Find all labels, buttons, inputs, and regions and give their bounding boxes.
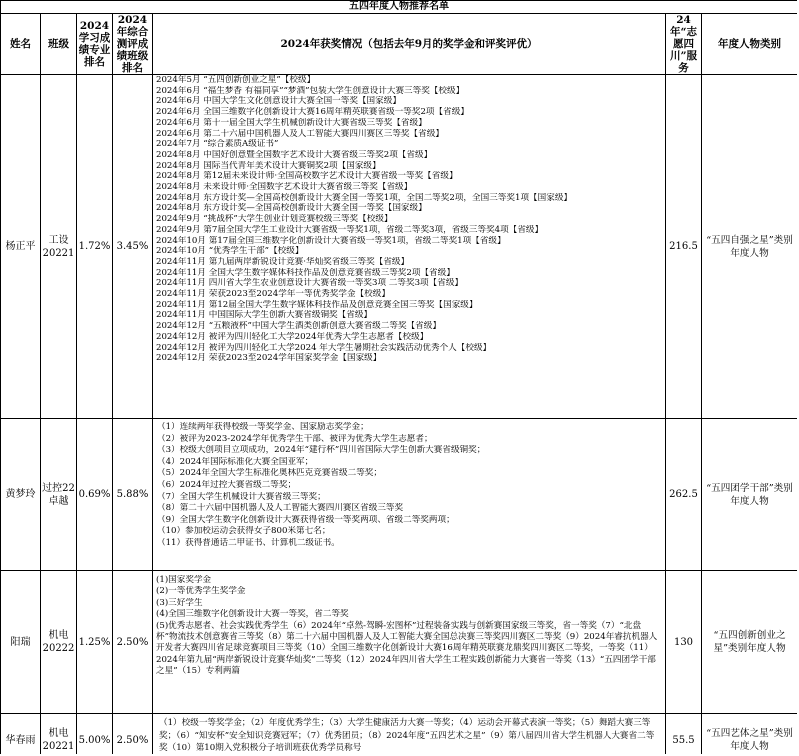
award-line: (1)国家奖学金 <box>156 575 212 585</box>
cell-awards[interactable] <box>153 75 666 419</box>
award-line: 2024年12月 “五粮液杯”中国大学生酒类创新创意大赛省级二等奖【省级】 <box>156 321 441 332</box>
cell-volunteer-hours[interactable]: 262.5 <box>666 419 702 571</box>
award-line: （5）2024年全国大学生标准化奥林匹克竞赛省级二等奖； <box>157 468 382 479</box>
award-line: 2024年8月 东方设计奖—全国高校创新设计大赛全国一等奖1项，全国二等奖2项，全国三等奖1项【国家级】 <box>156 192 573 203</box>
award-line: 2024年10月 “优秀学生干部”【校级】 <box>156 246 304 257</box>
cell-class[interactable]: 过控22卓越 <box>41 419 77 571</box>
award-line: 2024年11月 第12届全国大学生数字媒体科技作品及创意竞赛全国三等奖【国家级】 <box>156 299 478 310</box>
award-line: 2024年8月 国际当代青年美术设计大赛铜奖2项【国家级】 <box>156 160 381 171</box>
award-line: 2024年8月 东方设计奖—全国高校创新设计大赛全国一等奖【国家级】 <box>156 203 427 214</box>
cell-category[interactable]: “五四艺体之星”类别年度人物 <box>702 714 798 755</box>
award-line: 2024年12月 被评为四川轻化工大学2024年优秀大学生志愿者【校级】 <box>156 331 429 342</box>
award-line: 2024年6月 第十一届全国大学生机械创新设计大赛省级三等奖【省级】 <box>156 117 427 128</box>
cell-category[interactable]: “五四创新创业之星”类别年度人物 <box>702 571 798 714</box>
header-category[interactable]: 年度人物类别 <box>702 14 798 75</box>
header-awards[interactable]: 2024年获奖情况（包括去年9月的奖学金和评奖评优） <box>153 14 666 75</box>
cell-category[interactable]: “五四自强之星”类别年度人物 <box>702 75 798 419</box>
award-line: 2024年8月 中国好创意暨全国数字艺术设计大赛省级三等奖2项【省级】 <box>156 149 433 160</box>
award-line: (3)三好学生 <box>156 597 203 608</box>
table-row <box>1 571 798 714</box>
award-line: （7）全国大学生机械设计大赛省级三等奖； <box>157 491 326 502</box>
award-line: 2024年10月 第17届全国三维数字化创新设计大赛省级一等奖1项，省级二等奖1项【省级】 <box>156 235 506 246</box>
award-line: 2024年8月 第12届未来设计师·全国高校数字艺术设计大赛省级一等奖【省级】 <box>156 171 458 182</box>
cell-overall-rank[interactable]: 2.50% <box>113 571 153 714</box>
award-line: 2024年6月 第二十六届中国机器人及人工智能大赛四川赛区三等奖【省级】 <box>156 128 444 139</box>
cell-gpa-rank[interactable]: 1.72% <box>77 75 113 419</box>
award-line: 2024年9月 第7届全国大学生工业设计大赛省级一等奖1项，省级二等奖3项，省级三等奖4项【省级】 <box>156 224 544 235</box>
header-class[interactable]: 班级 <box>41 14 77 75</box>
cell-category[interactable]: “五四团学干部”类别年度人物 <box>702 419 798 571</box>
award-line: 2024年12月 荣获2023至2024学年国家奖学金【国家级】 <box>156 353 382 364</box>
award-line: 2024年6月 全国三维数字化创新设计大赛16周年精英联赛省级一等奖2项【省级】 <box>156 107 469 118</box>
awards-list <box>153 575 665 678</box>
cell-class[interactable]: 机电20222 <box>41 571 77 714</box>
award-line: 2024年11月 第九届两岸新锐设计竞赛·华灿奖省级三等奖【省级】 <box>156 256 410 267</box>
cell-name[interactable]: 黄梦玲 <box>1 419 41 571</box>
award-line: （3）校级大创项目立项成功，2024年“建行杯”四川省国际大学生创新大赛省级铜奖； <box>157 445 486 456</box>
award-line: （6）2024年过控大赛省级二等奖； <box>157 479 297 490</box>
award-line: （9）全国大学生数字化创新设计大赛获得省级一等奖两项、省级二等奖两项； <box>157 514 455 525</box>
header-gpa-rank[interactable]: 2024学习成绩专业排名 <box>77 14 113 75</box>
award-line: 2024年11月 中国国际大学生创新大赛省级铜奖【省级】 <box>156 310 373 321</box>
awards-list <box>153 75 665 364</box>
award-line: 2024年7月 “综合素质A级证书” <box>156 139 279 150</box>
award-line: （8）第二十六届中国机器人及人工智能大赛四川赛区省级三等奖 <box>157 503 404 514</box>
table-row <box>1 714 798 755</box>
award-line: 2024年11月 全国大学生数字媒体科技作品及创意竞赛省级三等奖2项【省级】 <box>156 267 455 278</box>
award-line: 2024年11月 荣获2023至2024学年一等优秀奖学金【校级】 <box>156 289 390 300</box>
award-paragraph: (5)优秀志愿者、社会实践优秀学生（6）2024年“卓然-驾瞬-宏图杯”过程装备实践与创新赛国家级三等奖，省一等奖（7）“北盘杯”物流技术创意赛省三等奖（8）第二十六届中国机器人及人工智能大赛全国总决赛三等奖四川赛区二等奖（9）2024年睿抗机器人开发者大赛四川省足球竞赛项目三等奖（10）全国三维数字化创新设计大赛16周年精英联赛龙鼎奖四川赛区二等奖，一等奖（11）2024年第九届“两岸新锐设计竞赛华灿奖”二等奖（12）2024年四川省大学生工程实践创新能力大赛省一等奖（13）“五四团学干部之星”（15）专利两篇 <box>156 620 658 677</box>
award-line: 2024年6月 中国大学生文化创意设计大赛全国一等奖【国家级】 <box>156 96 401 107</box>
award-line: （10）参加校运动会获得女子800米第七名； <box>157 526 331 537</box>
cell-name[interactable]: 阳瑞 <box>1 571 41 714</box>
award-line: （1）连续两年获得校级一等奖学金、国家励志奖学金； <box>157 422 369 432</box>
cell-gpa-rank[interactable]: 1.25% <box>77 571 113 714</box>
award-line: 2024年8月 未来设计师·全国数字艺术设计大赛省级三等奖【省级】 <box>156 182 413 193</box>
cell-gpa-rank[interactable]: 5.00% <box>77 714 113 755</box>
cell-name[interactable]: 杨正平 <box>1 75 41 419</box>
cell-awards[interactable] <box>153 571 666 714</box>
award-line: 2024年12月 被评为四川轻化工大学2024 年大学生暑期社会实践活动优秀个人【校级】 <box>156 342 492 353</box>
table-row <box>1 75 798 419</box>
award-line: （4）2024年国际标准化大赛全国亚军； <box>157 456 314 467</box>
cell-overall-rank[interactable]: 3.45% <box>113 75 153 419</box>
award-line: 2024年6月 “福生梦香 有福同享”“梦酒”包装大学生创意设计大赛三等奖【校级】 <box>156 85 465 96</box>
award-line: 2024年9月 “挑战杯”大学生创业计划竞赛校级三等奖【校级】 <box>156 214 393 225</box>
header-overall-rank[interactable]: 2024年综合测评成绩班级排名 <box>113 14 153 75</box>
awards-list <box>153 422 665 550</box>
award-line: (2)一等优秀学生奖学金 <box>156 586 246 597</box>
sheet-title[interactable]: 五四年度人物推荐名单 <box>1 1 798 14</box>
award-line: 2024年5月 “五四创新创业之星”【校级】 <box>156 75 316 85</box>
award-line: （11）获得普通话二甲证书、计算机二级证书。 <box>157 537 340 548</box>
cell-overall-rank[interactable]: 2.50% <box>113 714 153 755</box>
cell-volunteer-hours[interactable]: 216.5 <box>666 75 702 419</box>
cell-volunteer-hours[interactable]: 55.5 <box>666 714 702 755</box>
cell-awards[interactable] <box>153 419 666 571</box>
header-name[interactable]: 姓名 <box>1 14 41 75</box>
award-line: （2）被评为2023-2024学年优秀学生干部、被评为优秀大学生志愿者； <box>157 433 433 444</box>
award-paragraph: （1）校级一等奖学金；（2）年度优秀学生；（3）大学生健康活力大赛一等奖；（4）运动会开幕式表演一等奖；（5）舞蹈大赛三等奖；（6）“知安杯”安全知识竞赛冠军；（7）优秀团员；（8）2024年度“五四艺术之星”（9）第八届四川省大学生机器人大赛省二等奖（10）第10期入党积极分子培训班获优秀学员称号 <box>159 718 655 753</box>
award-line: (4)全国三维数字化创新设计大赛一等奖，省二等奖 <box>156 609 349 620</box>
cell-name[interactable]: 华春雨 <box>1 714 41 755</box>
header-volunteer-hours[interactable]: 24年“志愿四川”服务 <box>666 14 702 75</box>
cell-awards[interactable] <box>153 714 666 755</box>
award-line: 2024年11月 四川省大学生农业创意设计大赛省级一等奖3项 二等奖3项【省级】 <box>156 278 464 289</box>
cell-volunteer-hours[interactable]: 130 <box>666 571 702 714</box>
cell-overall-rank[interactable]: 5.88% <box>113 419 153 571</box>
cell-gpa-rank[interactable]: 0.69% <box>77 419 113 571</box>
cell-class[interactable]: 机电20221 <box>41 714 77 755</box>
table-row <box>1 419 798 571</box>
cell-class[interactable]: 工设20221 <box>41 75 77 419</box>
header-row <box>1 14 798 75</box>
